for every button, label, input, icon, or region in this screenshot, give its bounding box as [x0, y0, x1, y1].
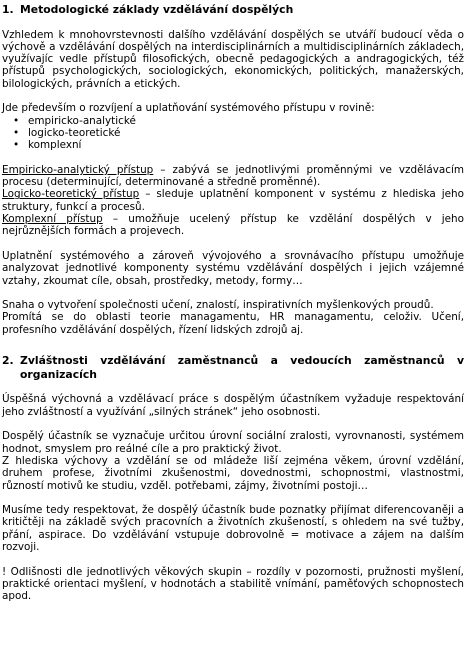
paragraph: Musíme tedy respektovat, že dospělý účastník bude poznatky přijímat diferencovaněji a kritičtěji na základě svých pracovních a životních zkušeností, s ohledem na své tužby, přání, aspirace. Do vzdělávání vstupuje dobrovolně = motivace a zájem na dalším rozvoji. [2, 504, 464, 553]
definition-text: – zabývá se jednotlivými proměnnými ve vzdělávacím procesu (determinující, determinované a středně proměnné). [2, 163, 464, 189]
project-paragraph: Promítá se do oblasti teorie managamentu, HR managamentu, celoživ. Učení, profesního vzdělávání dospělých, řízení lidských zdrojů aj. [2, 311, 464, 336]
effort-paragraph: Snaha o vytvoření společnosti učení, znalostí, inspirativních myšlenkových proudů. [2, 299, 434, 312]
definition-text: – sleduje uplatnění komponent v systému z hlediska jeho struktury, funkcí a procesů. [2, 188, 464, 213]
levels-intro: Jde především o rozvíjení a uplatňování systémového přístupu v rovině: [2, 102, 375, 115]
levels-list [2, 115, 464, 152]
paragraph: Úspěšná výchovná a vzdělávací práce s dospělým účastníkem vyžaduje respektování jeho zvláštností a využívání „silných stránek“ jeho osobnosti. [2, 393, 464, 418]
list-item: • empiricko-analytické [2, 115, 464, 127]
term-complex: Komplexní přístup [2, 213, 103, 226]
section-1-number: 1. [2, 3, 14, 16]
section-2-number: 2. [2, 354, 14, 368]
paragraph: ! Odlišnosti dle jednotlivých věkových skupin – rozdíly v pozornosti, pružnosti myšlení, praktické orientaci myšlení, v hodnotách a stabilitě vnímání, paměťových schopnostech apod. [2, 565, 464, 603]
paragraph: Z hlediska výchovy a vzdělání se od mládeže liší zejména věkem, úrovní vzdělání, druhem profese, životními zkušenostmi, dovednostmi, schopnostmi, vlastnostmi, růzností motivů ke studiu, vzděl. potřebami, zájmy, životními postoji… [2, 454, 464, 492]
list-item: • logicko-teoretické [2, 127, 464, 139]
list-item: • komplexní [2, 139, 464, 151]
definition-empiric [2, 164, 464, 189]
paragraph: Dospělý účastník se vyznačuje určitou úrovní sociální zralosti, vyrovnanosti, systémem hodnot, smyslem pro reálné cíle a pro praktický život. [2, 430, 464, 455]
intro-paragraph: Vzhledem k mnohovrstevnosti dalšího vzdělávání dospělých se utváří budoucí věda o výchově a vzdělávání dospělých na interdisciplinárních a multidisciplinárních základech, využívajíc vedle přístupů filosofických, obecně pedagogických a andragogických, též přístupů psychologických, sociologických, ekonomických, politických, manažerských, bilologických, právních a etických. [2, 28, 464, 90]
section-1-heading [2, 4, 464, 16]
definition-text: – umožňuje ucelený přístup ke vzdělání dospělých v jeho nejrůznějších formách a projevech. [2, 213, 464, 238]
definition-logic [2, 188, 464, 213]
term-logic: Logicko-teoretický přístup [2, 188, 140, 201]
system-paragraph: Uplatnění systémového a zároveň vývojového a srovnávacího přístupu umožňuje analyzovat jednotlivé komponenty systému vzdělávání dospělých i jejich vzájemné vztahy, zkoumat cíle, obsah, prostředky, metody, formy… [2, 249, 464, 287]
definition-complex [2, 213, 464, 238]
section-2-title: Zvláštnosti vzdělávání zaměstnanců a vedoucích zaměstnanců v organizacích [20, 354, 464, 381]
term-empiric: Empiricko-analytický přístup [2, 163, 154, 176]
section-2-heading [2, 354, 464, 381]
section-1-title: Metodologické základy vzdělávání dospělých [20, 3, 294, 16]
